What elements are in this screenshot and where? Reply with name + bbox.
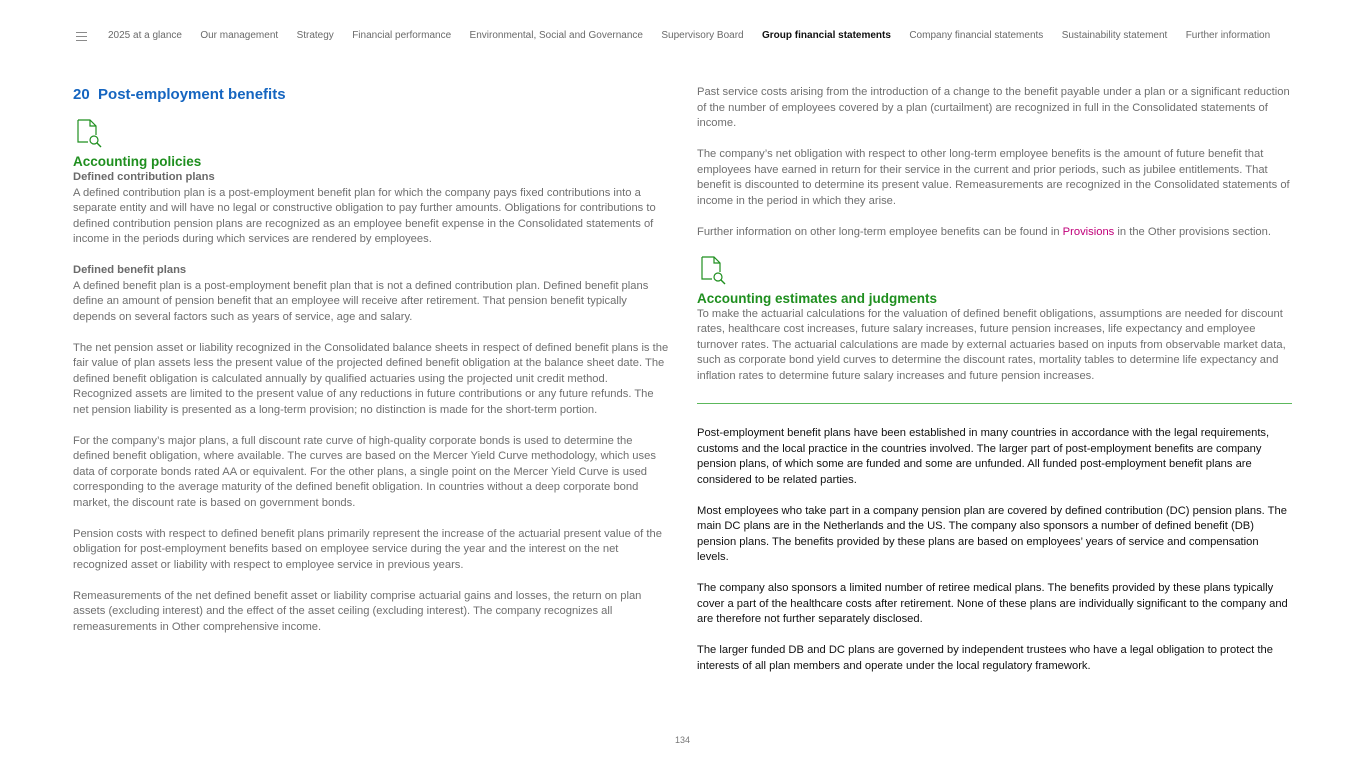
net-pension-paragraph: The net pension asset or liability recognized in the Consolidated balance sheets in respect of defined benefit plans is the fair value of plan assets less the present value of the projected defined benefit obligation at the balance sheet date. The defined benefit obligation is calculated annually by qualified actuaries using the projected unit credit method. Recognized assets are limited to the present value of any reductions in future contributions or any future refunds. The net pension liability is presented as a long-term provision; no distinction is made for the short-term portion. (73, 341, 669, 416)
nav-item-company-financial-statements[interactable]: Company financial statements (909, 30, 1044, 41)
nav-item-further-information[interactable]: Further information (1185, 30, 1271, 41)
nav-item-strategy[interactable]: Strategy (296, 30, 334, 41)
pension-costs-paragraph: Pension costs with respect to defined benefit plans primarily represent the increase of the actuarial present value of the obligation for post-employment benefits based on employee service during the year and the interest on the net recognized asset or liability with respect to employee service in previous years. (73, 527, 662, 571)
provisions-link[interactable]: Provisions (1062, 225, 1115, 238)
nav-item-management[interactable]: Our management (200, 30, 279, 41)
section-title-text: Post-employment benefits (98, 86, 286, 103)
dc-plans-text: A defined contribution plan is a post-employment benefit plan for which the company pays fixed contributions into a separate entity and will have no legal or constructive obligation to pay further amounts. Obligations for contributions to defined contribution pension plans are recognized as an employee benefit expense in the Consolidated statements of income in the periods during which services are rendered by employees. (73, 186, 656, 245)
further-info-text-before: Further information on other long-term employee benefits can be found in (697, 225, 1063, 238)
top-navigation (76, 30, 1289, 41)
nav-item-supervisory-board[interactable]: Supervisory Board (661, 30, 744, 41)
long-term-benefits-paragraph: The company’s net obligation with respect to other long-term employee benefits is the amount of future benefit that employees have earned in return for their service in the current and prior periods, such as jubilee entitlements. That benefit is discounted to determine its present value. Remeasurements are recognized in the Consolidated statements of income in the period in which they arise. (697, 148, 1290, 207)
hamburger-menu-icon[interactable] (76, 32, 87, 41)
disclosure-paragraph-3: The company also sponsors a limited number of retiree medical plans. The benefits provided by these plans typically cover a part of the healthcare costs after retirement. None of these plans are individually significant to the company and are therefore not further separately disclosed. (697, 582, 1288, 625)
db-plans-heading: Defined benefit plans (73, 264, 187, 276)
discount-rate-paragraph: For the company’s major plans, a full discount rate curve of high-quality corporate bonds is used to determine the defined benefit obligation, where available. The curves are based on the Mercer Yield Curve methodology, which uses data of corporate bonds rated AA or equivalent. For the other plans, a single point on the Mercer Yield Curve is used corresponding to the average maturity of the defined benefit obligation. In countries without a deep corporate bond market, the discount rate is based on government bonds. (73, 434, 656, 509)
nav-item-group-financial-statements[interactable]: Group financial statements (762, 30, 891, 41)
right-column (697, 85, 1292, 674)
accounting-policies-heading: Accounting policies (73, 154, 202, 169)
estimates-text: To make the actuarial calculations for the valuation of defined benefit obligations, assumptions are needed for discount rates, healthcare cost increases, future salary increases, future pension increases, life expectancy and employee turnover rates. The actuarial calculations are made by external actuaries based on inputs from observable market data, such as corporate bond yield curves to determine the discount rates, mortality tables to determine life expectancy and inflation rates to determine future salary increases and future pension increases. (697, 307, 1286, 382)
left-column (73, 85, 669, 635)
dc-plans-heading: Defined contribution plans (73, 171, 215, 183)
document-search-icon (699, 256, 727, 286)
page-number: 134 (674, 735, 691, 745)
nav-item-sustainability-statement[interactable]: Sustainability statement (1061, 30, 1168, 41)
section-number: 20 (73, 86, 90, 103)
disclosure-block (697, 426, 1292, 674)
nav-item-glance[interactable]: 2025 at a glance (108, 30, 182, 41)
further-information-paragraph (697, 225, 1292, 241)
disclosure-paragraph-1: Post-employment benefit plans have been established in many countries in accordance with the legal requirements, customs and the local practice in the countries involved. The larger part of post-employment benefits are company pension plans, of which some are funded and some are unfunded. All funded post-employment benefit plans are considered to be related parties. (697, 427, 1270, 486)
nav-item-financial-performance[interactable]: Financial performance (352, 30, 452, 41)
past-service-paragraph: Past service costs arising from the introduction of a change to the benefit payable under a plan or a significant reduction of the number of employees covered by a plan (curtailment) are recognized in full in the Consolidated statements of income. (697, 86, 1290, 129)
nav-item-esg[interactable]: Environmental, Social and Governance (469, 30, 643, 41)
disclosure-paragraph-4: The larger funded DB and DC plans are governed by independent trustees who have a legal obligation to protect the interests of all plan members and operate under the local regulatory framework. (697, 644, 1273, 672)
remeasurements-paragraph: Remeasurements of the net defined benefit asset or liability comprise actuarial gains and losses, the return on plan assets (excluding interest) and the effect of the asset ceiling (excluding interest). The company recognizes all remeasurements in Other comprehensive income. (73, 589, 642, 633)
document-search-icon (75, 119, 103, 149)
section-divider (697, 403, 1292, 404)
estimates-heading: Accounting estimates and judgments (697, 290, 938, 306)
section-title (73, 85, 669, 105)
disclosure-paragraph-2: Most employees who take part in a company pension plan are covered by defined contribution (DC) pension plans. The main DC plans are in the Netherlands and the US. The company also sponsors a number of defined benefit (DB) pension plans. The benefits provided by these plans are based on employees’ years of service and compensation levels. (697, 504, 1287, 563)
db-plans-text: A defined benefit plan is a post-employment benefit plan that is not a defined contribution plan. Defined benefit plans define an amount of pension benefit that an employee will receive after retirement. That pension benefit typically depends on several factors such as years of service, age and salary. (73, 279, 649, 323)
further-info-text-after: in the Other provisions section. (1114, 225, 1271, 238)
